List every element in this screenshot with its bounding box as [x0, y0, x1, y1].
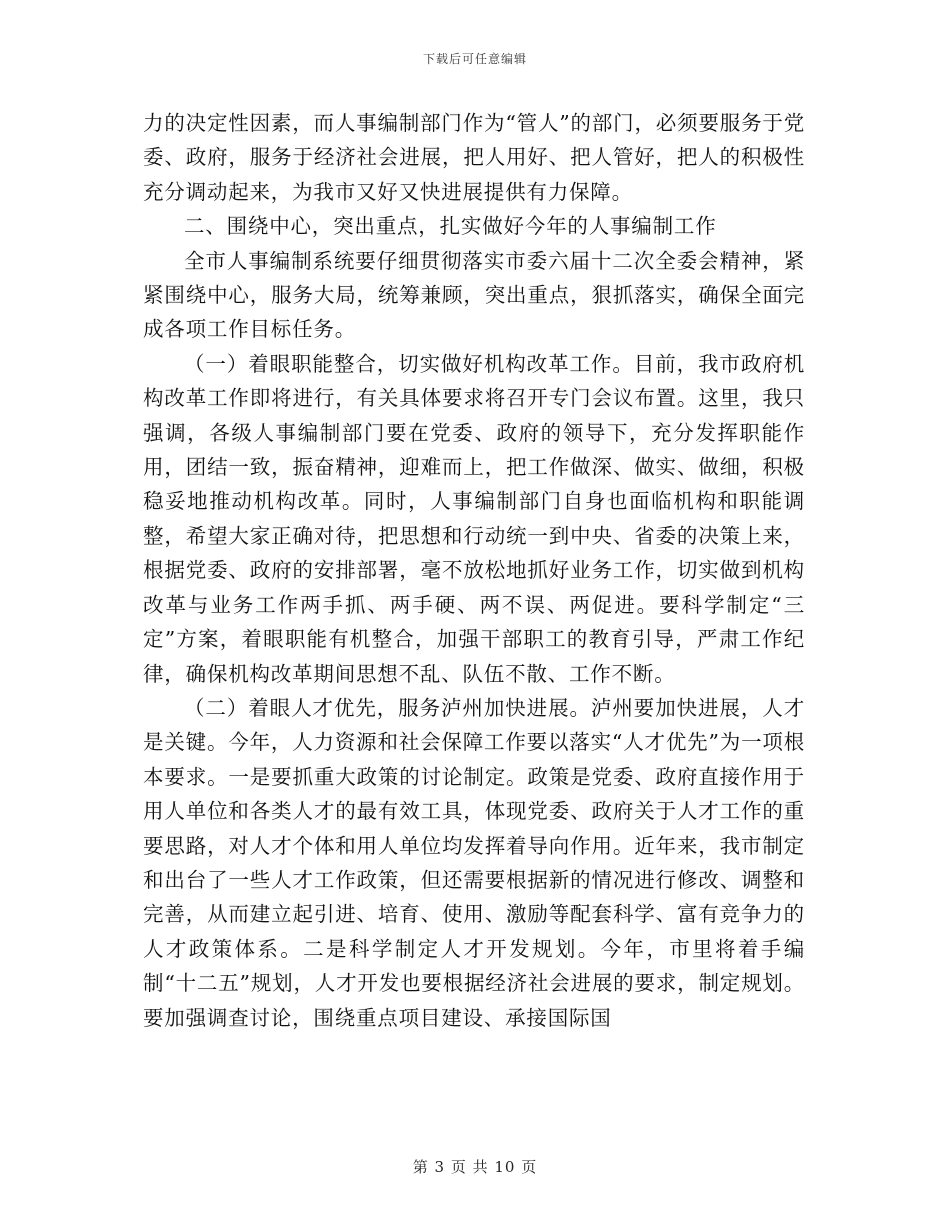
- paragraph-intro: 全市人事编制系统要仔细贯彻落实市委六届十二次全委会精神，紧紧围绕中心，服务大局，统筹兼顾，突出重点，狠抓落实，确保全面完成各项工作目标任务。: [143, 248, 805, 342]
- document-body: [143, 106, 805, 1035]
- page-header-note: 下载后可任意编辑: [422, 52, 527, 66]
- paragraph-continuation: 力的决定性因素，而人事编制部门作为“管人”的部门，必须要服务于党委、政府，服务于经济社会进展，把人用好、把人管好，把人的积极性充分调动起来，为我市又好又快进展提供有力保障。: [143, 111, 805, 204]
- paragraph-item-1: （一）着眼职能整合，切实做好机构改革工作。目前，我市政府机构改革工作即将进行，有关具体要求将召开专门会议布置。这里，我只强调，各级人事编制部门要在党委、政府的领导下，充分发挥职能作用，团结一致，振奋精神，迎难而上，把工作做深、做实、做细，积极稳妥地推动机构改革。同时，人事编制部门自身也面临机构和职能调整，希望大家正确对待，把思想和行动统一到中央、省委的决策上来，根据党委、政府的安排部署，毫不放松地抓好业务工作，切实做到机构改革与业务工作两手抓、两手硬、两不误、两促进。要科学制定“三定”方案，着眼职能有机整合，加强干部职工的教育引导，严肃工作纪律，确保机构改革期间思想不乱、队伍不散、工作不断。: [143, 351, 805, 686]
- paragraph-item-2: （二）着眼人才优先，服务泸州加快进展。泸州要加快进展，人才是关键。今年，人力资源和社会保障工作要以落实“人才优先”为一项根本要求。一是要抓重大政策的讨论制定。政策是党委、政府直接作用于用人单位和各类人才的最有效工具，体现党委、政府关于人才工作的重要思路，对人才个体和用人单位均发挥着导向作用。近年来，我市制定和出台了一些人才工作政策，但还需要根据新的情况进行修改、调整和完善，从而建立起引进、培育、使用、激励等配套科学、富有竞争力的人才政策体系。二是科学制定人才开发规划。今年，市里将着手编制“十二五”规划，人才开发也要根据经济社会进展的要求，制定规划。要加强调查讨论，围绕重点项目建设、承接国际国: [143, 695, 805, 1030]
- section-heading: 二、围绕中心，突出重点，扎实做好今年的人事编制工作: [184, 214, 717, 239]
- page-number: 第 3 页 共 10 页: [412, 1158, 538, 1176]
